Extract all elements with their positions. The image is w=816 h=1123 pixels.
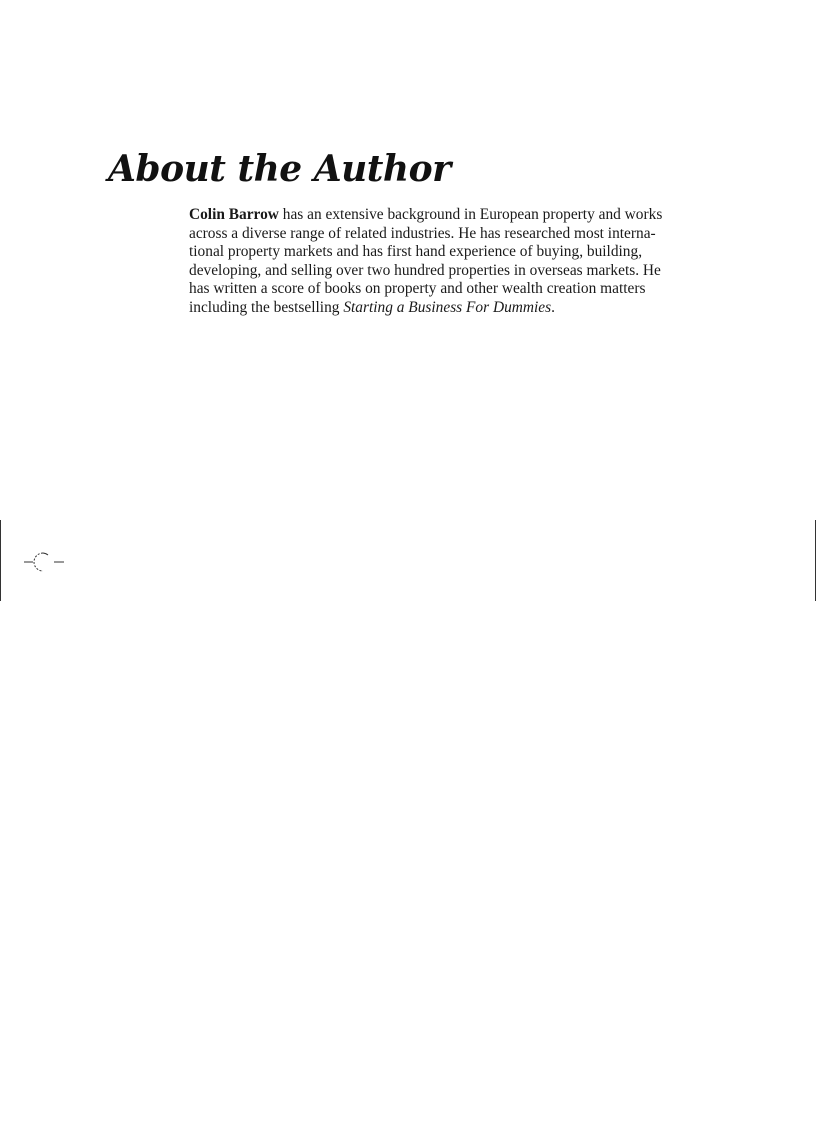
bio-text: including the bestselling — [189, 298, 344, 316]
author-bio — [189, 206, 705, 318]
page-heading: About the Author — [108, 148, 451, 190]
bio-line-2: across a diverse range of related industries. He has researched most interna- — [189, 224, 656, 242]
registration-mark-icon — [24, 551, 66, 573]
bio-line-6 — [189, 299, 705, 318]
book-title: Starting a Business For Dummies — [343, 298, 552, 316]
bio-text: has an extensive background in European property and works — [278, 206, 663, 223]
bio-text: . — [551, 298, 555, 316]
bio-line-5: has written a score of books on property and other wealth creation matters — [189, 280, 646, 298]
left-crop-mark — [0, 520, 1, 601]
bio-line-1 — [189, 206, 705, 225]
bio-line-4: developing, and selling over two hundred properties in overseas markets. He — [189, 261, 661, 279]
author-name: Colin Barrow — [189, 206, 279, 223]
bio-line-3: tional property markets and has first hand experience of buying, building, — [189, 243, 643, 261]
